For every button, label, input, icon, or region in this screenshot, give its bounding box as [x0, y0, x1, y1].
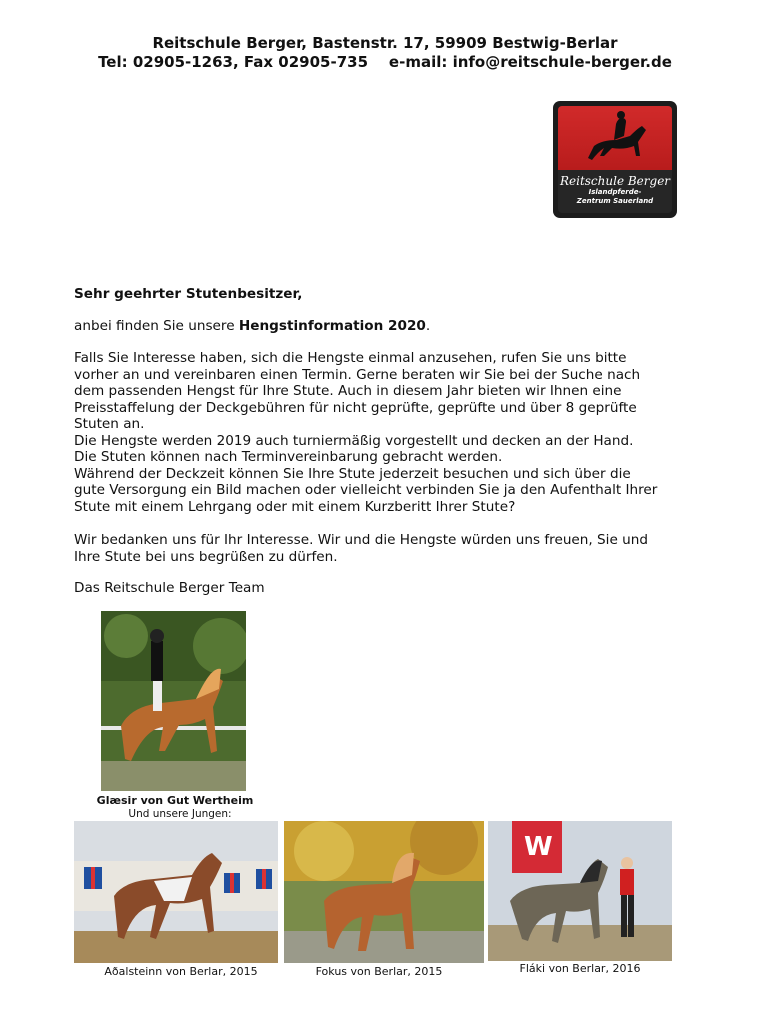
- letterhead-address: Reitschule Berger, Bastenstr. 17, 59909 Bestwig-Berlar: [152, 34, 618, 52]
- young-stallion-photo-3: [488, 821, 672, 961]
- young-stallion-photo-1: [74, 821, 278, 963]
- logo-subline-1: Islandpferde-: [588, 188, 642, 196]
- salutation: Sehr geehrter Stutenbesitzer,: [74, 286, 303, 302]
- intro-line: [74, 318, 430, 335]
- young-stallion-photo-2: [284, 821, 484, 963]
- intro-prefix: anbei finden Sie unsere: [74, 318, 239, 334]
- logo-script: Reitschule Berger: [559, 174, 671, 188]
- logo-subline-2: Zentrum Sauerland: [576, 197, 654, 205]
- main-stallion-photo: [101, 611, 246, 791]
- young-stallion-caption-2: Fokus von Berlar, 2015: [315, 965, 443, 978]
- young-stallion-caption-3: Fláki von Berlar, 2016: [519, 962, 641, 975]
- logo: [553, 101, 677, 218]
- letterhead-contact: Tel: 02905-1263, Fax 02905-735 e-mail: info@reitschule-berger.de: [98, 53, 672, 71]
- intro-suffix: .: [425, 318, 431, 334]
- letterhead: [0, 34, 770, 72]
- svg-text:W: W: [524, 832, 553, 862]
- main-stallion-caption: Glæsir von Gut Wertheim: [96, 794, 254, 807]
- paragraph-thanks: Wir bedanken uns für Ihr Interesse. Wir und die Hengste würden uns freuen, Sie und Ihre Stute bei uns begrüßen zu dürfen.: [74, 532, 649, 565]
- young-stallions-heading: Und unsere Jungen:: [128, 808, 232, 820]
- young-stallion-caption-1: Aðalsteinn von Berlar, 2015: [104, 965, 258, 978]
- paragraph-main: Falls Sie Interesse haben, sich die Hengste einmal anzusehen, rufen Sie uns bitte vorher an und vereinbaren einen Termin. Gerne beraten wir Sie bei der Suche nach dem passenden Hengst für Ihre Stute. Auch in diesem Jahr bieten wir Ihnen eine Preisstaffelung der Deckgebühren für nicht geprüfte, geprüfte und über 8 geprüfte Stuten an. Die Hengste werden 2019 auch turniermäßig vorgestellt und decken an der Hand. Die Stuten können nach Terminvereinbarung gebracht werden. Während der Deckzeit können Sie Ihre Stute jederzeit besuchen und sich über die gute Versorgung ein Bild machen oder vielleicht verbinden Sie ja den Aufenthalt Ihrer Stute mit einem Lehrgang oder mit einem Kurzberitt Ihrer Stute?: [74, 350, 658, 515]
- closing: Das Reitschule Berger Team: [74, 580, 265, 596]
- horse-rider-logo-icon: [558, 106, 672, 170]
- intro-bold: Hengstinformation 2020: [238, 318, 426, 334]
